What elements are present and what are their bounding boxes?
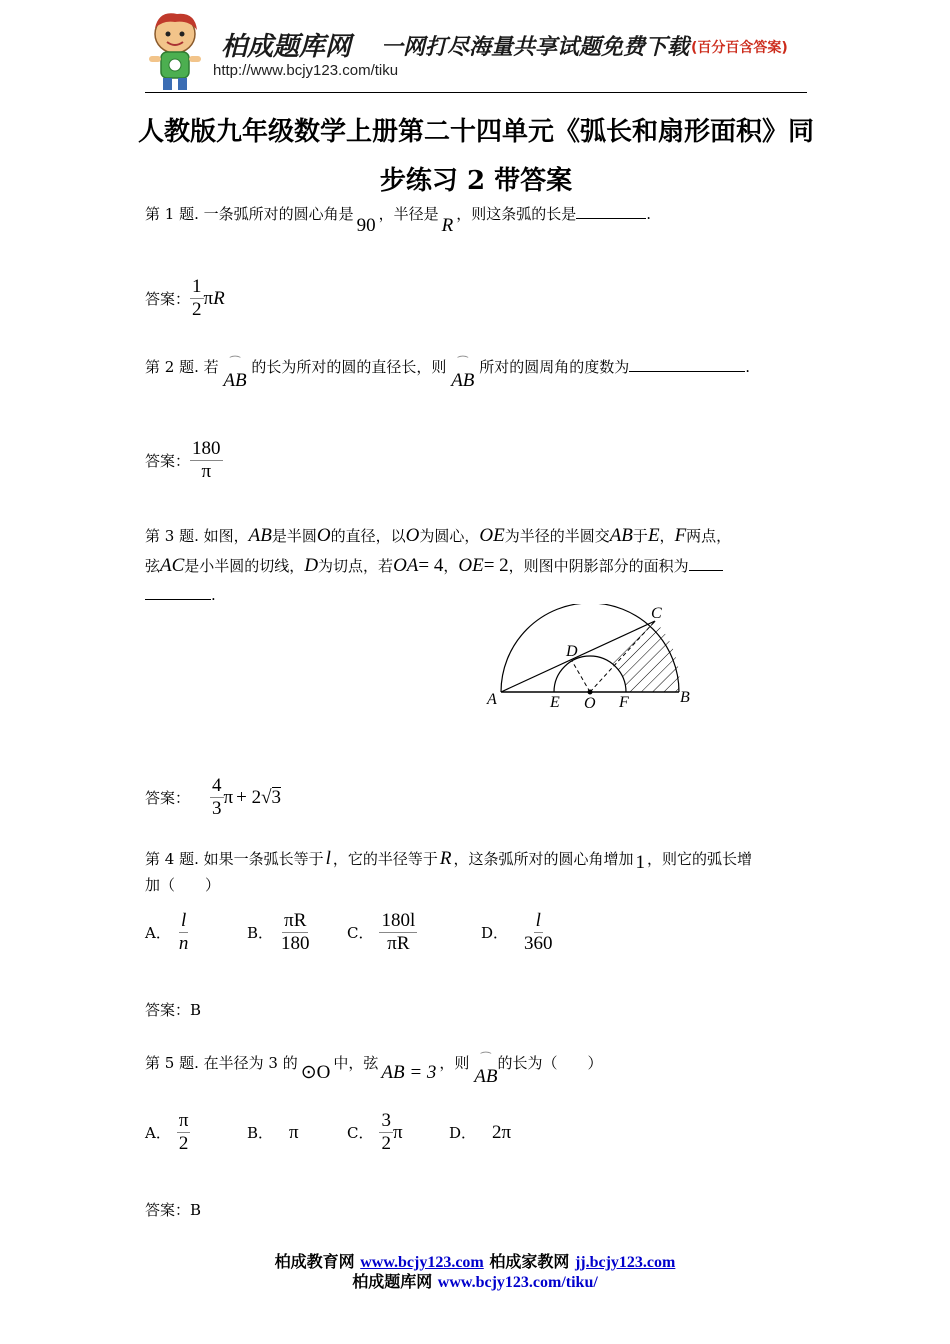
q3-answer-fraction — [210, 775, 224, 820]
q4-option-d-fraction — [522, 910, 555, 955]
q4-option-d-num: l — [535, 910, 541, 931]
q1-answer-pi: π — [203, 287, 214, 309]
q1-suffix: ，则这条弧的长是 — [456, 205, 577, 223]
q3-seg-ab: AB — [248, 525, 272, 546]
sqrt-icon: √ — [261, 786, 272, 808]
q5-option-b[interactable] — [247, 1120, 299, 1146]
q3-answer-denominator: 3 — [212, 798, 222, 819]
q3-seg-oe: OE — [479, 525, 505, 546]
q1-answer-denominator: 2 — [192, 299, 202, 320]
footer-site-3: 柏成题库网 — [352, 1272, 433, 1291]
question-1 — [145, 201, 815, 236]
q2-arc-1-label: AB — [223, 370, 247, 391]
q2-end: . — [745, 358, 750, 376]
question-4 — [145, 846, 815, 898]
q3-text-2: 的直径，以 — [330, 527, 406, 545]
q1-mid: ，半径是 — [378, 205, 439, 223]
q4-radius: R — [439, 848, 452, 869]
q5-option-c-label: C． — [347, 1123, 374, 1142]
footer-site-1: 柏成教育网 — [274, 1252, 355, 1271]
q3-seg-ab-2: AB — [609, 525, 633, 546]
q5-option-a[interactable] — [145, 1110, 190, 1155]
q3-text-1: 是半圆 — [271, 527, 317, 545]
fig-label-d: D — [566, 643, 578, 660]
q1-answer-label: 答案： — [145, 289, 191, 308]
q5-option-a-den: 2 — [178, 1133, 189, 1154]
q5-option-d-label: D． — [449, 1124, 477, 1142]
q4-option-a-fraction — [177, 910, 191, 955]
q3-answer — [145, 775, 281, 820]
q5-option-c-pi: π — [392, 1121, 403, 1143]
q4-option-b-label: B． — [247, 923, 274, 942]
q2-suffix: 所对的圆周角的度数为 — [479, 358, 630, 376]
logo-slogan: 一网打尽海量共享试题免费下载 — [381, 34, 690, 60]
q3-eq-2: = 2 — [483, 555, 509, 576]
q3-end: . — [211, 586, 216, 604]
q5-option-a-num: π — [178, 1110, 189, 1131]
fig-label-a: A — [487, 691, 497, 708]
q3-text-3: 为圆心， — [419, 527, 480, 545]
q5-option-c-den: 2 — [381, 1133, 391, 1154]
q4-option-d[interactable] — [481, 910, 555, 955]
q2-prefix: 第 2 题. 若 — [145, 358, 219, 376]
q2-answer-fraction — [190, 438, 223, 483]
q5-circle-o: ⊙O — [300, 1062, 331, 1083]
footer-line-2 — [0, 1269, 950, 1292]
q5-text-3: 的长为（ ） — [497, 1054, 603, 1072]
q1-answer-fraction — [190, 276, 204, 321]
q3-answer-pi: π — [223, 786, 234, 808]
q3-text-8: 是小半圆的切线， — [184, 557, 305, 575]
q5-text-2: ，则 — [439, 1054, 470, 1072]
q5-answer: 答案：B — [145, 1201, 202, 1219]
q3-eq-4: = 4 — [418, 555, 444, 576]
q5-options — [145, 1110, 815, 1166]
q3-comma: ， — [659, 527, 675, 545]
q3-answer-radicand: 3 — [271, 787, 282, 808]
logo-tag: (百分百含答案) — [691, 40, 788, 56]
q3-text-6: 两点， — [686, 527, 732, 545]
q1-answer-blank — [576, 218, 646, 219]
fig-label-c: C — [651, 605, 662, 622]
q4-arc-length: l — [325, 848, 331, 869]
q3-answer-label: 答案： — [145, 788, 191, 807]
fig-label-f: F — [619, 694, 629, 711]
q3-answer-numerator: 4 — [212, 775, 222, 796]
q3-text-5: 于 — [632, 527, 648, 545]
q4-text-1: ，它的半径等于 — [332, 850, 438, 868]
question-5 — [145, 1046, 815, 1087]
q4-prefix: 第 4 题. 如果一条弧长等于 — [145, 850, 324, 868]
q5-option-c[interactable] — [347, 1110, 403, 1155]
q1-prefix: 第 1 题. 一条弧所对的圆心角是 — [145, 205, 354, 223]
q4-option-b-fraction — [279, 910, 312, 955]
q1-radius: R — [441, 215, 454, 236]
q5-option-b-value: π — [289, 1122, 299, 1143]
semicircle-figure — [480, 604, 710, 714]
q3-seg-oa: OA — [393, 555, 419, 576]
footer-link-tiku[interactable]: www.bcjy123.com/tiku/ — [437, 1274, 598, 1291]
q3-seg-ac: AC — [160, 555, 185, 576]
question-3 — [145, 521, 815, 610]
shaded-region — [608, 621, 680, 692]
q3-text-10: ，则图中阴影部分的面积为 — [508, 557, 689, 575]
q3-point-f: F — [674, 525, 687, 546]
q2-arc-2-label: AB — [451, 370, 475, 391]
question-2 — [145, 350, 815, 391]
q4-text-3: ，则它的弧长增 — [647, 850, 753, 868]
center-o-dot — [588, 690, 593, 695]
q4-option-a-num: l — [180, 910, 187, 931]
q5-option-d[interactable] — [449, 1120, 511, 1146]
q3-point-d: D — [304, 555, 319, 576]
q3-point-o-2: O — [405, 525, 420, 546]
q3-answer-blank-1 — [689, 570, 723, 571]
page-title-line2: 步练习 2 带答案 — [379, 166, 573, 196]
q3-point-o: O — [316, 525, 331, 546]
arc-icon: ⁀ — [481, 1052, 491, 1066]
logo-brand: 柏成题库网 — [221, 32, 352, 62]
q5-arc-label: AB — [474, 1066, 498, 1087]
header-rule — [145, 92, 807, 93]
q2-answer-label: 答案： — [145, 451, 191, 470]
fig-label-e: E — [550, 694, 560, 711]
q5-option-a-label: A． — [145, 1123, 171, 1142]
q4-options — [145, 910, 815, 966]
q3-comma-2: ， — [443, 557, 459, 575]
q4-text-4: 加（ ） — [145, 876, 221, 894]
q4-option-c-num: 180l — [381, 910, 416, 931]
q4-option-d-den: 360 — [524, 933, 553, 954]
q3-answer-plus: + 2 — [236, 786, 262, 808]
q3-text-4: 为半径的半圆交 — [504, 527, 610, 545]
dashed-od — [572, 661, 590, 692]
q5-option-c-fraction — [379, 1110, 393, 1155]
q4-one: 1 — [635, 852, 646, 873]
q2-answer-numerator: 180 — [192, 438, 221, 459]
q1-answer-numerator: 1 — [192, 276, 202, 297]
q3-text-7: 弦 — [145, 557, 161, 575]
q4-option-b-num: πR — [284, 910, 307, 931]
footer-site-2: 柏成家教网 — [489, 1252, 570, 1271]
q5-option-b-label: B． — [247, 1124, 274, 1142]
page-title-line1: 人教版九年级数学上册第二十四单元《弧长和扇形面积》同 — [137, 117, 814, 147]
q3-prefix: 第 3 题. 如图， — [145, 527, 249, 545]
q1-answer — [145, 276, 225, 321]
logo-url: http://www.bcjy123.com/tiku — [213, 62, 399, 79]
q4-option-a-label: A． — [145, 923, 171, 942]
q5-option-a-fraction — [177, 1110, 191, 1155]
q4-option-b[interactable] — [247, 910, 312, 955]
q5-prefix: 第 5 题. 在半径为 3 的 — [145, 1054, 298, 1072]
q3-text-9: 为切点，若 — [318, 557, 394, 575]
q5-option-d-value: 2π — [492, 1122, 512, 1143]
q4-option-c[interactable] — [347, 910, 417, 955]
q2-answer — [145, 438, 223, 483]
q2-answer-blank — [629, 371, 745, 372]
q1-angle: 90 — [356, 215, 376, 236]
q4-option-d-label: D． — [481, 923, 509, 942]
q3-seg-oe-2: OE — [458, 555, 484, 576]
q2-mid: 的长为所对的圆的直径长，则 — [251, 358, 447, 376]
q5-arc — [474, 1052, 497, 1088]
q5-option-c-num: 3 — [381, 1110, 391, 1131]
fig-label-o: O — [584, 695, 596, 712]
q4-text-2: ，这条弧所对的圆心角增加 — [453, 850, 634, 868]
footer-link-main[interactable]: www.bcjy123.com — [360, 1254, 484, 1271]
q2-arc-1 — [223, 356, 246, 392]
q4-answer: 答案：B — [145, 1001, 202, 1019]
q2-answer-denominator: π — [201, 461, 212, 482]
arc-icon: ⁀ — [230, 356, 240, 370]
q4-option-c-den: πR — [387, 933, 410, 954]
q4-option-a-den: n — [178, 933, 189, 954]
footer-link-jj[interactable]: jj.bcjy123.com — [574, 1254, 676, 1271]
q2-arc-2 — [451, 356, 474, 392]
q4-option-b-den: 180 — [281, 933, 310, 954]
q3-point-e: E — [647, 525, 660, 546]
site-header — [145, 10, 807, 92]
q4-option-a[interactable] — [145, 910, 190, 955]
q5-text-1: 中，弦 — [333, 1054, 379, 1072]
mascot-logo — [145, 10, 207, 92]
arc-icon: ⁀ — [457, 356, 468, 370]
q4-option-c-label: C． — [347, 923, 374, 942]
q5-chord: AB = 3 — [381, 1062, 437, 1083]
fig-label-b: B — [680, 689, 690, 706]
q1-end: . — [646, 205, 652, 223]
q4-option-c-fraction — [379, 910, 417, 955]
q1-answer-radius: R — [213, 287, 225, 309]
q3-answer-blank-2 — [145, 599, 211, 600]
